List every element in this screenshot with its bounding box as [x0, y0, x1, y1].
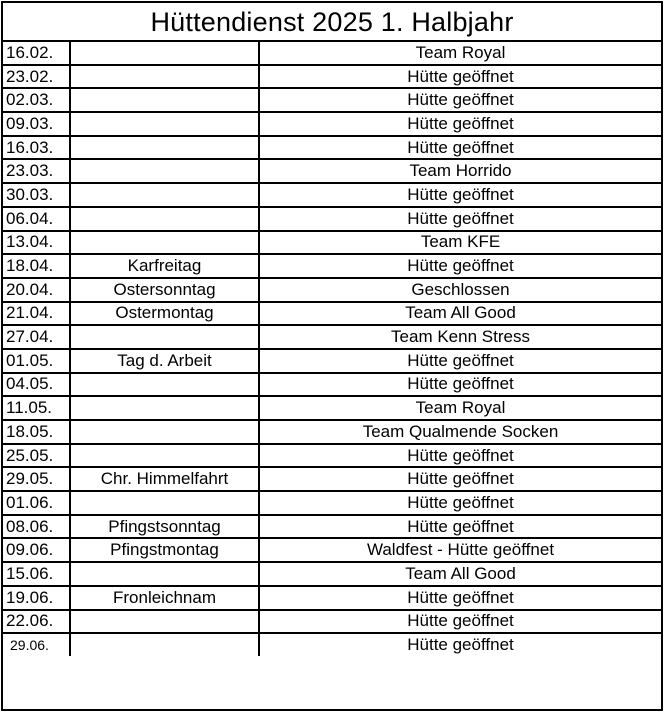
- service-cell: Team Royal: [259, 396, 661, 420]
- holiday-cell: [70, 610, 259, 634]
- table-row: [3, 467, 661, 491]
- table-row: [3, 136, 661, 160]
- date-cell: 09.03.: [3, 112, 70, 136]
- holiday-cell: [70, 65, 259, 89]
- table-row: [3, 586, 661, 610]
- date-cell: 21.04.: [3, 302, 70, 326]
- holiday-cell: Pfingstsonntag: [70, 515, 259, 539]
- date-cell: 25.05.: [3, 444, 70, 468]
- service-cell: Hütte geöffnet: [259, 254, 661, 278]
- service-cell: Hütte geöffnet: [259, 444, 661, 468]
- service-cell: Hütte geöffnet: [259, 349, 661, 373]
- date-cell: 18.04.: [3, 254, 70, 278]
- date-cell: 01.06.: [3, 491, 70, 515]
- table-row: [3, 538, 661, 562]
- holiday-cell: [70, 112, 259, 136]
- date-cell: 09.06.: [3, 538, 70, 562]
- schedule-sheet: [1, 1, 663, 711]
- holiday-cell: [70, 396, 259, 420]
- holiday-cell: [70, 633, 259, 656]
- date-cell: 06.04.: [3, 207, 70, 231]
- table-row: [3, 65, 661, 89]
- table-row: [3, 491, 661, 515]
- holiday-cell: Fronleichnam: [70, 586, 259, 610]
- date-cell: 23.02.: [3, 65, 70, 89]
- holiday-cell: [70, 562, 259, 586]
- holiday-cell: [70, 136, 259, 160]
- table-row: [3, 515, 661, 539]
- service-cell: Hütte geöffnet: [259, 207, 661, 231]
- table-row: [3, 231, 661, 255]
- holiday-cell: Ostersonntag: [70, 278, 259, 302]
- date-cell: 08.06.: [3, 515, 70, 539]
- service-cell: Hütte geöffnet: [259, 491, 661, 515]
- service-cell: Team All Good: [259, 562, 661, 586]
- service-cell: Hütte geöffnet: [259, 586, 661, 610]
- date-cell: 13.04.: [3, 231, 70, 255]
- date-cell: 18.05.: [3, 420, 70, 444]
- holiday-cell: [70, 159, 259, 183]
- date-cell: 22.06.: [3, 610, 70, 634]
- date-cell: 15.06.: [3, 562, 70, 586]
- table-row: [3, 349, 661, 373]
- table-row: [3, 42, 661, 65]
- holiday-cell: Tag d. Arbeit: [70, 349, 259, 373]
- table-row: [3, 88, 661, 112]
- service-cell: Team Horrido: [259, 159, 661, 183]
- holiday-cell: [70, 325, 259, 349]
- page-title: Hüttendienst 2025 1. Halbjahr: [3, 3, 661, 42]
- holiday-cell: [70, 207, 259, 231]
- table-row: [3, 325, 661, 349]
- table-row: [3, 444, 661, 468]
- schedule-table: [3, 42, 661, 656]
- table-row: [3, 302, 661, 326]
- service-cell: Hütte geöffnet: [259, 610, 661, 634]
- date-cell: 20.04.: [3, 278, 70, 302]
- table-row: [3, 373, 661, 397]
- service-cell: Hütte geöffnet: [259, 112, 661, 136]
- holiday-cell: Ostermontag: [70, 302, 259, 326]
- table-row: [3, 183, 661, 207]
- date-cell: 11.05.: [3, 396, 70, 420]
- holiday-cell: [70, 42, 259, 65]
- date-cell: 27.04.: [3, 325, 70, 349]
- table-row: [3, 396, 661, 420]
- service-cell: Hütte geöffnet: [259, 467, 661, 491]
- holiday-cell: [70, 231, 259, 255]
- table-row: [3, 633, 661, 656]
- holiday-cell: [70, 373, 259, 397]
- service-cell: Hütte geöffnet: [259, 136, 661, 160]
- table-row: [3, 159, 661, 183]
- service-cell: Team Royal: [259, 42, 661, 65]
- service-cell: Team All Good: [259, 302, 661, 326]
- service-cell: Team KFE: [259, 231, 661, 255]
- date-cell: 29.05.: [3, 467, 70, 491]
- date-cell: 19.06.: [3, 586, 70, 610]
- holiday-cell: [70, 88, 259, 112]
- service-cell: Hütte geöffnet: [259, 183, 661, 207]
- date-cell: 02.03.: [3, 88, 70, 112]
- service-cell: Team Qualmende Socken: [259, 420, 661, 444]
- service-cell: Team Kenn Stress: [259, 325, 661, 349]
- date-cell: 30.03.: [3, 183, 70, 207]
- date-cell: 16.03.: [3, 136, 70, 160]
- holiday-cell: Karfreitag: [70, 254, 259, 278]
- table-row: [3, 562, 661, 586]
- table-row: [3, 278, 661, 302]
- table-row: [3, 254, 661, 278]
- table-row: [3, 610, 661, 634]
- table-row: [3, 112, 661, 136]
- service-cell: Hütte geöffnet: [259, 88, 661, 112]
- date-cell: 23.03.: [3, 159, 70, 183]
- service-cell: Hütte geöffnet: [259, 373, 661, 397]
- schedule-rows: [3, 42, 661, 656]
- service-cell: Waldfest - Hütte geöffnet: [259, 538, 661, 562]
- date-cell: 16.02.: [3, 42, 70, 65]
- holiday-cell: [70, 444, 259, 468]
- date-cell: 29.06.: [3, 633, 70, 656]
- holiday-cell: [70, 420, 259, 444]
- holiday-cell: [70, 183, 259, 207]
- table-row: [3, 207, 661, 231]
- service-cell: Geschlossen: [259, 278, 661, 302]
- holiday-cell: Chr. Himmelfahrt: [70, 467, 259, 491]
- service-cell: Hütte geöffnet: [259, 633, 661, 656]
- service-cell: Hütte geöffnet: [259, 515, 661, 539]
- date-cell: 04.05.: [3, 373, 70, 397]
- date-cell: 01.05.: [3, 349, 70, 373]
- table-row: [3, 420, 661, 444]
- holiday-cell: Pfingstmontag: [70, 538, 259, 562]
- holiday-cell: [70, 491, 259, 515]
- service-cell: Hütte geöffnet: [259, 65, 661, 89]
